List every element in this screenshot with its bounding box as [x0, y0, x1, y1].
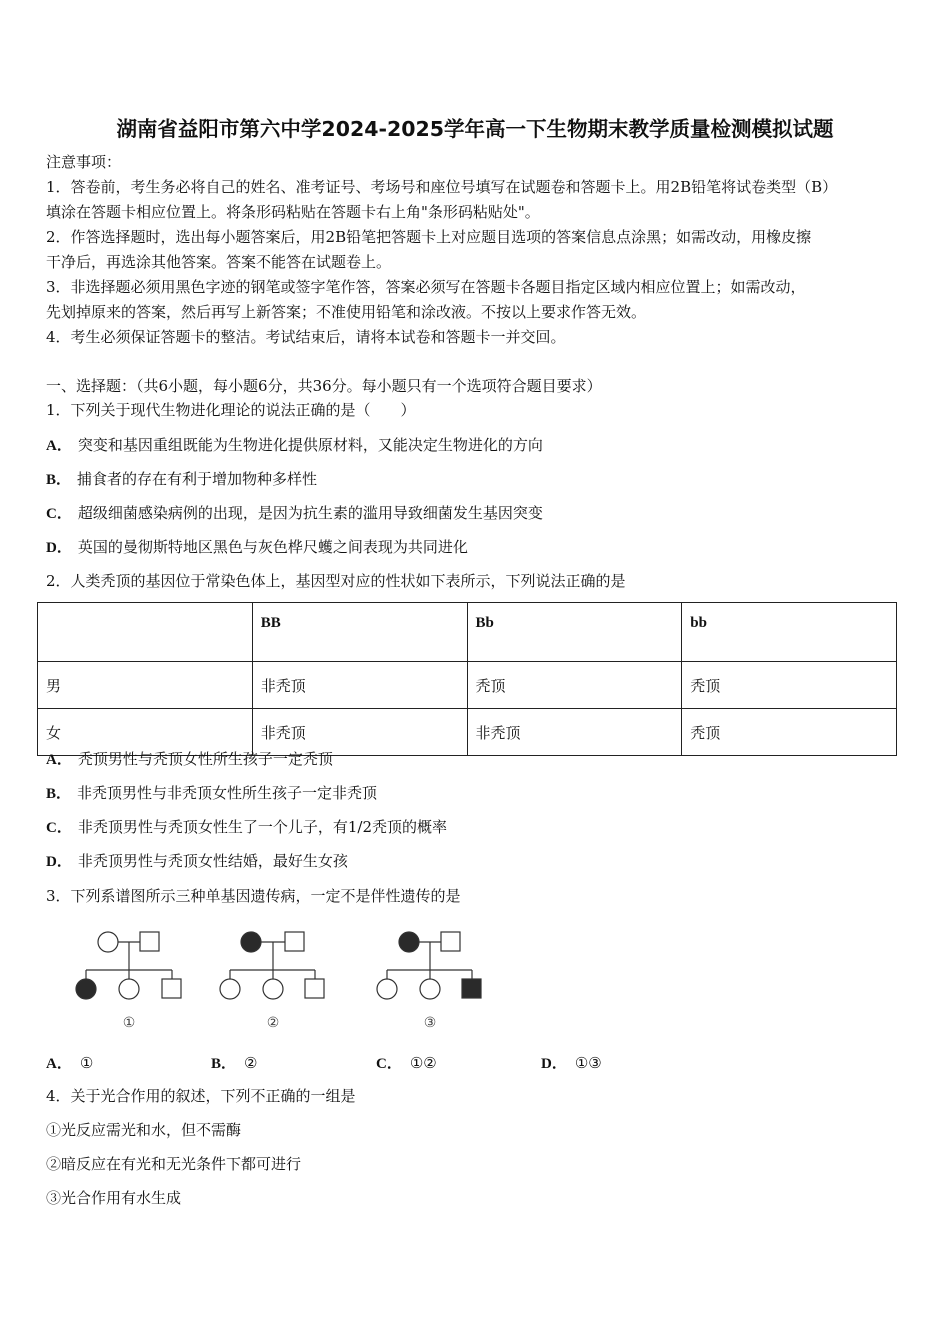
question-1-stem: 1．下列关于现代生物进化理论的说法正确的是（ ） — [46, 401, 416, 419]
question-3-option-c — [376, 1052, 437, 1073]
option-letter: B． — [46, 786, 72, 802]
option-text: 英国的曼彻斯特地区黑色与灰色桦尺蠖之间表现为共同进化 — [77, 538, 468, 556]
table-cell: 秃顶 — [682, 662, 897, 709]
parent-female-unaffected — [98, 932, 118, 952]
notice-line: 3．非选择题必须用黑色字迹的钢笔或签字笔作答，答案必须写在答题卡各题目指定区域内相应位置上；如需改动， — [46, 278, 806, 296]
child-male-unaffected — [162, 979, 181, 998]
table-cell: 秃顶 — [467, 662, 682, 709]
option-text: ① — [79, 1054, 94, 1072]
question-3-option-b — [211, 1052, 257, 1073]
question-3-stem: 3．下列系谱图所示三种单基因遗传病，一定不是伴性遗传的是 — [46, 887, 461, 905]
child-female-unaffected — [420, 979, 440, 999]
table-cell: 非秃顶 — [252, 662, 467, 709]
option-text: 超级细菌感染病例的出现，是因为抗生素的滥用导致细菌发生基因突变 — [77, 504, 543, 522]
question-3-option-a — [46, 1052, 93, 1073]
question-4-stem: 4．关于光合作用的叙述，下列不正确的一组是 — [46, 1087, 356, 1105]
option-letter: C． — [46, 820, 72, 836]
parent-male-unaffected — [441, 932, 460, 951]
question-1-option-c — [46, 503, 543, 524]
question-1-option-b — [46, 469, 317, 490]
table-cell: 女 — [38, 709, 253, 756]
pedigree-2 — [220, 932, 324, 999]
option-text: 非秃顶男性与秃顶女性结婚，最好生女孩 — [77, 852, 348, 870]
option-letter: D． — [541, 1056, 567, 1072]
option-text: 非秃顶男性与秃顶女性生了一个儿子，有1/2秃顶的概率 — [77, 818, 447, 836]
question-2-option-c — [46, 817, 447, 838]
notice-line: 先划掉原来的答案，然后再写上新答案；不准使用铅笔和涂改液。不按以上要求作答无效。 — [46, 303, 647, 321]
option-letter: C． — [376, 1056, 402, 1072]
question-4-item: ①光反应需光和水，但不需酶 — [46, 1121, 242, 1139]
pedigree-label: ② — [266, 1015, 280, 1031]
table-header-cell: BB — [252, 603, 467, 662]
table-cell: 非秃顶 — [252, 709, 467, 756]
option-letter: D． — [46, 540, 72, 556]
notice-line: 干净后，再选涂其他答案。答案不能答在试题卷上。 — [46, 253, 392, 271]
question-1-option-d — [46, 537, 468, 558]
child-male-unaffected — [305, 979, 324, 998]
option-text: 秃顶男性与秃顶女性所生孩子一定秃顶 — [77, 750, 333, 768]
table-header-cell: bb — [682, 603, 897, 662]
option-letter: A． — [46, 438, 72, 454]
notice-heading: 注意事项： — [46, 153, 122, 171]
option-letter: A． — [46, 752, 72, 768]
option-letter: C． — [46, 506, 72, 522]
question-2-stem: 2．人类秃顶的基因位于常染色体上，基因型对应的性状如下表所示，下列说法正确的是 — [46, 572, 626, 590]
option-letter: A． — [46, 1056, 72, 1072]
option-letter: D． — [46, 854, 72, 870]
child-female-affected — [76, 979, 96, 999]
option-text: 突变和基因重组既能为生物进化提供原材料，又能决定生物进化的方向 — [77, 436, 543, 454]
child-female-unaffected — [119, 979, 139, 999]
question-4-item: ②暗反应在有光和无光条件下都可进行 — [46, 1155, 302, 1173]
parent-female-affected — [399, 932, 419, 952]
section-heading: 一、选择题：（共6小题，每小题6分，共36分。每小题只有一个选项符合题目要求） — [46, 377, 602, 395]
question-2-option-a — [46, 749, 333, 770]
pedigree-diagrams — [60, 924, 520, 1034]
option-letter: B． — [211, 1056, 237, 1072]
child-female-unaffected — [377, 979, 397, 999]
notice-line: 填涂在答题卡相应位置上。将条形码粘贴在答题卡右上角"条形码粘贴处"。 — [46, 203, 540, 221]
table-cell: 男 — [38, 662, 253, 709]
parent-male-unaffected — [285, 932, 304, 951]
question-1-option-a — [46, 435, 543, 456]
notice-line: 2．作答选择题时，选出每小题答案后，用2B铅笔把答题卡上对应题目选项的答案信息点涂黑；如需改动，用橡皮擦 — [46, 228, 812, 246]
pedigree-label: ③ — [423, 1015, 437, 1031]
option-text: ①③ — [574, 1054, 602, 1072]
table-header-row — [38, 603, 897, 662]
question-4-item: ③光合作用有水生成 — [46, 1189, 182, 1207]
pedigree-label: ① — [122, 1015, 136, 1031]
option-text: ② — [244, 1054, 258, 1072]
parent-female-affected — [241, 932, 261, 952]
table-cell: 秃顶 — [682, 709, 897, 756]
option-text: 非秃顶男性与非秃顶女性所生孩子一定非秃顶 — [77, 784, 378, 802]
table-cell: 非秃顶 — [467, 709, 682, 756]
question-2-option-b — [46, 783, 377, 804]
table-header-cell — [38, 603, 253, 662]
pedigree-1 — [76, 932, 181, 999]
table-row — [38, 662, 897, 709]
child-male-affected — [462, 979, 481, 998]
genotype-table — [37, 602, 897, 756]
option-letter: B． — [46, 472, 72, 488]
pedigree-3 — [377, 932, 481, 999]
notice-line: 4．考生必须保证答题卡的整洁。考试结束后，请将本试卷和答题卡一并交回。 — [46, 328, 566, 346]
notice-line: 1．答卷前，考生务必将自己的姓名、准考证号、考场号和座位号填写在试题卷和答题卡上。用2B铅笔将试卷类型（B） — [46, 178, 838, 196]
option-text: ①② — [409, 1054, 437, 1072]
option-text: 捕食者的存在有利于增加物种多样性 — [77, 470, 318, 488]
table-header-cell: Bb — [467, 603, 682, 662]
child-female-unaffected — [263, 979, 283, 999]
parent-male-unaffected — [140, 932, 159, 951]
child-female-unaffected — [220, 979, 240, 999]
question-2-option-d — [46, 851, 348, 872]
question-3-option-d — [541, 1052, 602, 1073]
page-title: 湖南省益阳市第六中学2024-2025学年高一下生物期末教学质量检测模拟试题 — [116, 117, 834, 141]
